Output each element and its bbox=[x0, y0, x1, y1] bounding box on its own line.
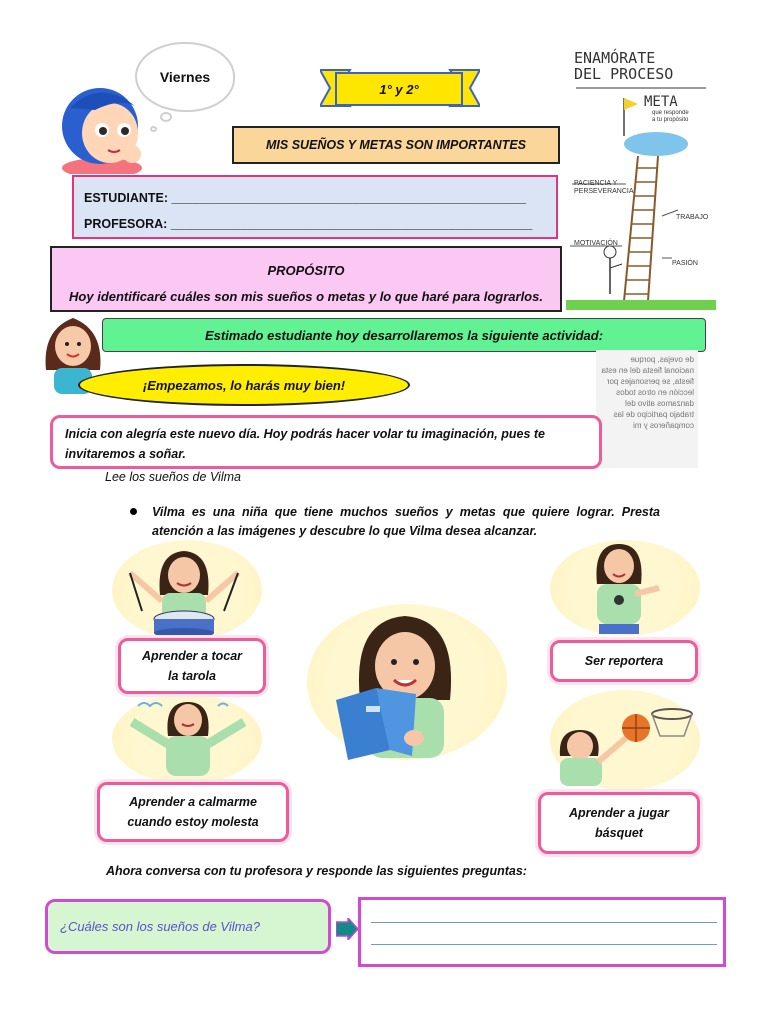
intro-box bbox=[50, 415, 602, 469]
day-label: Viernes bbox=[159, 69, 211, 85]
vilma-drum-illustration bbox=[120, 545, 250, 637]
poster-perseverancia-line: PERSEVERANCIA bbox=[574, 188, 634, 195]
question-box bbox=[45, 899, 331, 954]
poster-trabajo: TRABAJO bbox=[676, 214, 709, 221]
poster-meta-sub bbox=[652, 110, 689, 124]
dream-calm-line2: cuando estoy molesta bbox=[127, 815, 259, 829]
poster-pasion: PASIÓN bbox=[672, 260, 698, 267]
dream-reporter-text: Ser reportera bbox=[584, 654, 664, 668]
page-title bbox=[232, 126, 560, 164]
vilma-calm-illustration bbox=[118, 696, 258, 782]
intro-text: Inicia con alegría este nuevo día. Hoy podrás hacer volar tu imaginación, pues te invitaremos a soñar. bbox=[65, 427, 546, 461]
vilma-reading-illustration bbox=[330, 610, 480, 760]
poster-paciencia bbox=[574, 180, 634, 196]
ladder-drawing bbox=[566, 86, 716, 314]
page-title-text: MIS SUEÑOS Y METAS SON IMPORTANTES bbox=[266, 138, 526, 152]
student-info-box bbox=[72, 175, 558, 239]
dream-calm-box bbox=[97, 782, 289, 842]
section-subtitle: Lee los sueños de Vilma bbox=[105, 470, 241, 484]
answer-box[interactable] bbox=[358, 897, 726, 967]
dream-drum-line1: Aprender a tocar bbox=[141, 649, 243, 663]
dream-reporter-box bbox=[550, 640, 698, 682]
grade-label: 1° y 2° bbox=[379, 81, 419, 97]
purpose-heading: PROPÓSITO bbox=[267, 263, 345, 278]
day-thought-bubble bbox=[135, 42, 235, 112]
dream-calm-line1: Aprender a calmarme bbox=[129, 795, 257, 809]
process-poster bbox=[566, 44, 716, 314]
vilma-reporter-illustration bbox=[575, 540, 675, 634]
poster-meta-sub2: a tu propósito bbox=[652, 117, 689, 123]
activity-banner bbox=[102, 318, 706, 352]
teacher-name-field[interactable]: PROFESORA: ____________________________________________________ bbox=[84, 217, 533, 231]
vilma-basketball-illustration bbox=[552, 696, 700, 786]
thought-dot bbox=[150, 126, 157, 132]
poster-title-line1: ENAMÓRATE bbox=[574, 49, 656, 67]
answer-line bbox=[371, 944, 717, 945]
question-text: ¿Cuáles son los sueños de Vilma? bbox=[60, 919, 260, 934]
poster-meta-sub1: que responde bbox=[652, 110, 689, 116]
poster-title-line2: DEL PROCESO bbox=[574, 65, 674, 83]
dream-basketball-line2: básquet bbox=[595, 826, 643, 840]
activity-text: Estimado estudiante hoy desarrollaremos la siguiente actividad: bbox=[204, 327, 604, 343]
answer-line bbox=[371, 922, 717, 923]
thought-dot bbox=[160, 112, 172, 122]
vilma-description: Vilma es una niña que tiene muchos sueños y metas que quiere lograr. Presta atención a las imágenes y descubre lo que Vilma desea alcanzar. bbox=[152, 505, 660, 538]
poster-meta: META bbox=[644, 94, 678, 110]
scrap-text: de ovejas, porque nacional fiesta del en esta fiesta, se personajes por lección en otros todos danzamos ativo del trabajo participo de las compañeros y mi bbox=[601, 355, 694, 430]
poster-title bbox=[574, 50, 673, 82]
poster-paciencia-line: PACIENCIA Y bbox=[574, 180, 618, 187]
background-text-scrap bbox=[596, 350, 698, 468]
student-name-field[interactable]: ESTUDIANTE: ___________________________________________________ bbox=[84, 191, 527, 205]
dream-basketball-box bbox=[538, 792, 700, 854]
grade-ribbon bbox=[335, 72, 463, 106]
arrow-right-icon bbox=[336, 918, 360, 940]
converse-instruction: Ahora conversa con tu profesora y responde las siguientes preguntas: bbox=[106, 864, 527, 878]
purpose-text: Hoy identificaré cuáles son mis sueños o metas y lo que haré para lograrlos. bbox=[69, 289, 543, 304]
dream-drum-box bbox=[118, 638, 266, 694]
dream-basketball-line1: Aprender a jugar bbox=[568, 806, 670, 820]
encouragement-cloud bbox=[78, 364, 410, 406]
encouragement-text: ¡Empezamos, lo harás muy bien! bbox=[142, 377, 346, 393]
thinking-girl-illustration bbox=[50, 78, 150, 174]
purpose-box bbox=[50, 246, 562, 312]
poster-motivacion: MOTIVACIÓN bbox=[574, 240, 618, 247]
dream-drum-line2: la tarola bbox=[168, 669, 216, 683]
